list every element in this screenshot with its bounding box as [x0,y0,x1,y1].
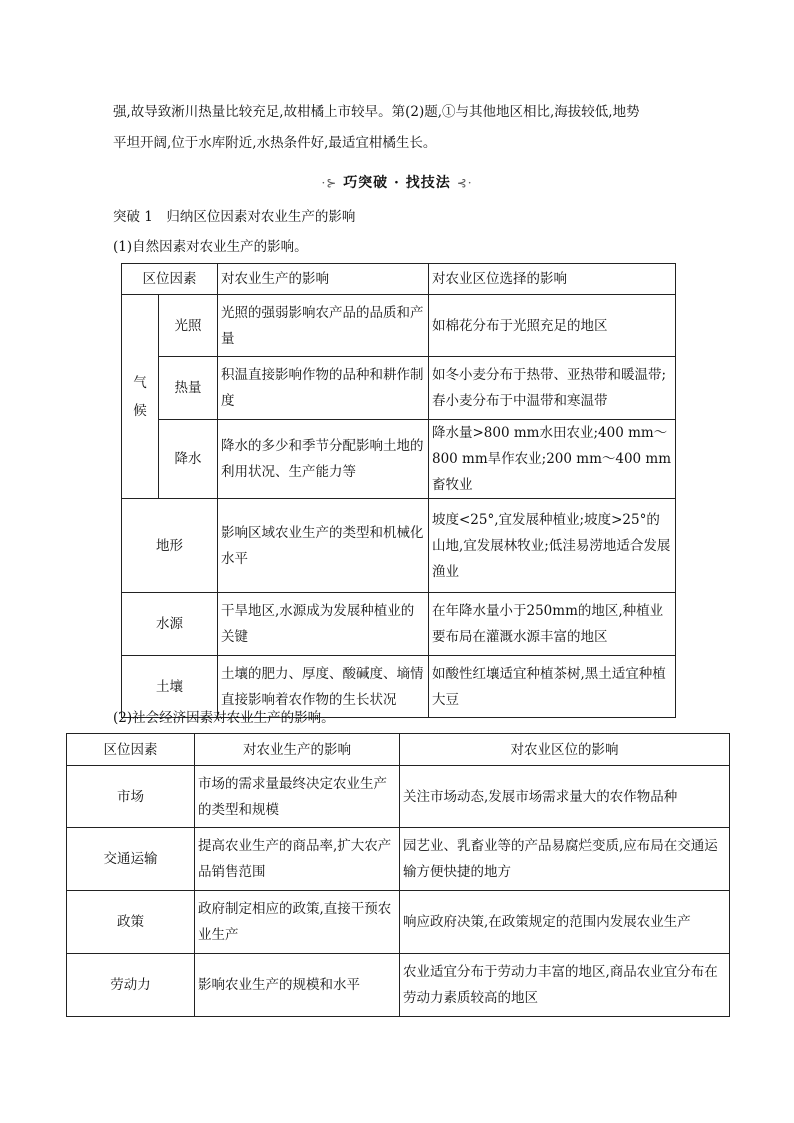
impact-cell: 光照的强弱影响农产品的品质和产量 [218,295,429,357]
choice-cell: 农业适宜分布于劳动力丰富的地区,商品农业宜分布在劳动力素质较高的地区 [400,954,730,1017]
table-row [67,766,730,828]
intro-line-2: 平坦开阔,位于水库附近,水热条件好,最适宜柑橘生长。 [113,135,437,151]
choice-cell: 如棉花分布于光照充足的地区 [429,295,676,357]
table-row [122,593,676,656]
factor-cell: 土壤 [122,656,218,718]
table-row [122,295,676,357]
impact-cell: 影响区域农业生产的类型和机械化水平 [218,499,429,593]
choice-cell: 如冬小麦分布于热带、亚热带和暖温带;春小麦分布于中温带和寒温带 [429,357,676,420]
table-header-row [67,734,730,766]
impact-cell: 土壤的肥力、厚度、酸碱度、墒情直接影响着农作物的生长状况 [218,656,429,718]
choice-cell: 园艺业、乳畜业等的产品易腐烂变质,应布局在交通运输方便快捷的地方 [400,828,730,891]
impact-cell: 政府制定相应的政策,直接干预农业生产 [195,891,400,954]
intro-line-1: 强,故导致淅川热量比较充足,故柑橘上市较早。第(2)题,①与其他地区相比,海拔较低,地势 [113,104,640,120]
header-cell: 区位因素 [122,264,218,295]
choice-cell: 在年降水量小于250mm的地区,种植业要布局在灌溉水源丰富的地区 [429,593,676,656]
choice-cell: 降水量>800 mm水田农业;400 mm～800 mm旱作农业;200 mm～400 mm畜牧业 [429,420,676,499]
choice-cell: 坡度<25°,宜发展种植业;坡度>25°的山地,宜发展林牧业;低洼易涝地适合发展渔业 [429,499,676,593]
factor-cell: 劳动力 [67,954,195,1017]
section-heading [0,172,794,192]
impact-cell: 提高农业生产的商品率,扩大农产品销售范围 [195,828,400,891]
socioeconomic-factors-table [66,733,730,1017]
choice-cell: 关注市场动态,发展市场需求量大的农作物品种 [400,766,730,828]
impact-cell: 降水的多少和季节分配影响土地的利用状况、生产能力等 [218,420,429,499]
heading-right-ornament: ⊰· [456,176,473,190]
header-cell: 对农业生产的影响 [218,264,429,295]
factor-cell: 降水 [159,420,218,499]
factor-cell: 水源 [122,593,218,656]
table-row [122,357,676,420]
factor-cell: 光照 [159,295,218,357]
heading-left-ornament: ·⊱ [321,176,338,190]
choice-cell: 如酸性红壤适宜种植茶树,黑土适宜种植大豆 [429,656,676,718]
heading-text: 巧突破 · 找技法 [343,175,451,191]
factor-cell: 市场 [67,766,195,828]
table-row [122,420,676,499]
impact-cell: 干旱地区,水源成为发展种植业的关键 [218,593,429,656]
table-row [122,499,676,593]
header-cell: 对农业区位的影响 [400,734,730,766]
factor-cell: 热量 [159,357,218,420]
factor-cell: 政策 [67,891,195,954]
table-row [67,828,730,891]
table-row [67,891,730,954]
breakthrough-title: 突破 1 归纳区位因素对农业生产的影响 [113,209,356,225]
table-header-row [122,264,676,295]
impact-cell: 积温直接影响作物的品种和耕作制度 [218,357,429,420]
factor-cell: 地形 [122,499,218,593]
climate-group-cell: 气候 [122,295,159,499]
header-cell: 对农业区位选择的影响 [429,264,676,295]
table-row [67,954,730,1017]
choice-cell: 响应政府决策,在政策规定的范围内发展农业生产 [400,891,730,954]
impact-cell: 市场的需求量最终决定农业生产的类型和规模 [195,766,400,828]
table2-caption: (2)社会经济因素对农业生产的影响。 [113,710,335,726]
impact-cell: 影响农业生产的规模和水平 [195,954,400,1017]
factor-cell: 交通运输 [67,828,195,891]
header-cell: 区位因素 [67,734,195,766]
natural-factors-table [121,263,676,718]
header-cell: 对农业生产的影响 [195,734,400,766]
table1-caption: (1)自然因素对农业生产的影响。 [113,239,308,255]
